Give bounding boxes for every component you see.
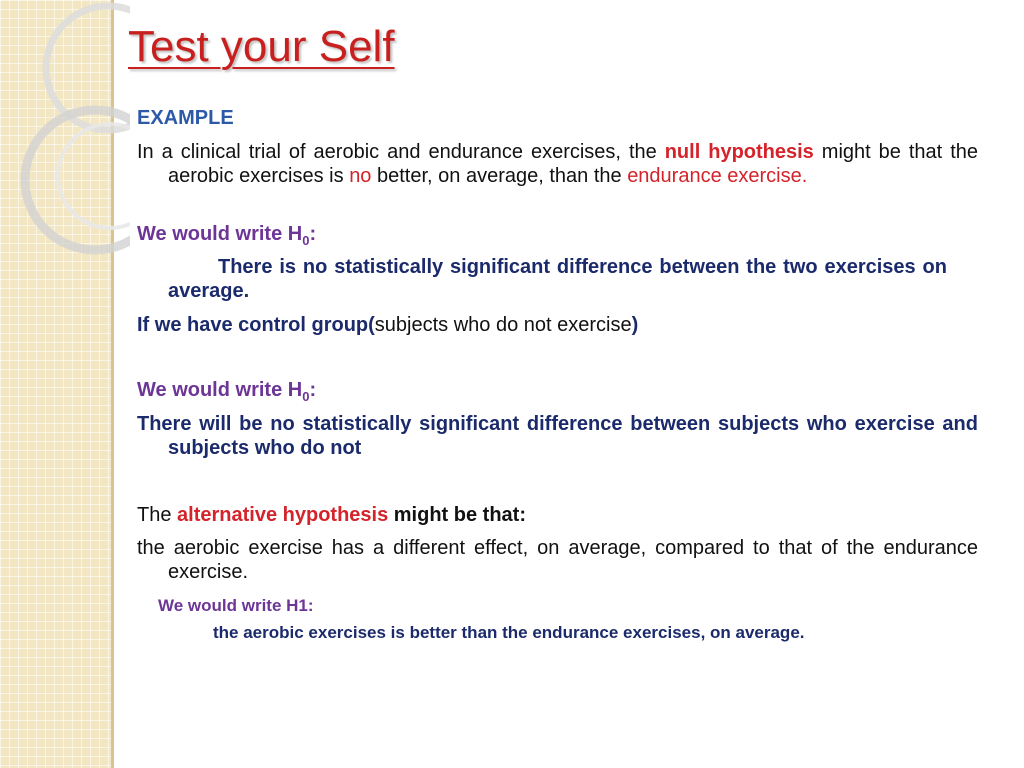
control-group-plain: subjects who do not exercise	[374, 314, 632, 336]
h0-statement-1: There is no statistically significant difference between the two exercises on average.	[168, 256, 947, 302]
control-group-line	[137, 313, 947, 337]
decorative-rings-icon	[0, 0, 130, 300]
h0-statement-2: There will be no statistically significant difference between subjects who exercise and subjects who do not	[137, 413, 978, 459]
alternative-statement: the aerobic exercise has a different effect, on average, compared to that of the endurance exercise.	[137, 537, 978, 583]
example-heading: EXAMPLE	[137, 107, 234, 129]
write-h1-label: We would write H1:	[158, 596, 314, 615]
alternative-hypothesis-line	[137, 503, 947, 527]
colon: :	[309, 223, 317, 245]
slide-title: Test your Self	[128, 22, 395, 71]
alt-rest: might be that:	[388, 504, 526, 526]
endurance-term: endurance exercise.	[627, 165, 808, 187]
alt-the: The	[137, 504, 178, 526]
no-term: no	[349, 165, 372, 187]
colon-2: :	[309, 379, 317, 401]
para1-text-b: might be that the aerobic exercises is	[168, 141, 978, 187]
write-h0-text: We would write H	[137, 223, 303, 245]
para1-text-a: In a clinical trial of aerobic and endurance exercises, the	[137, 141, 665, 163]
h0-subscript-2: 0	[302, 389, 310, 404]
control-group-close: )	[631, 314, 639, 336]
para1-text-c: better, on average, than the	[371, 165, 628, 187]
write-h0-text-2: We would write H	[137, 379, 303, 401]
h0-subscript: 0	[302, 233, 310, 248]
h1-statement: the aerobic exercises is better than the endurance exercises, on average.	[213, 623, 805, 642]
null-hypothesis-term: null hypothesis	[664, 141, 814, 163]
write-h0-label-1	[137, 222, 947, 253]
write-h0-label-2	[137, 378, 947, 409]
alternative-hypothesis-term: alternative hypothesis	[177, 504, 389, 526]
example-paragraph	[137, 140, 978, 188]
control-group-bold: If we have control group(	[137, 314, 375, 336]
